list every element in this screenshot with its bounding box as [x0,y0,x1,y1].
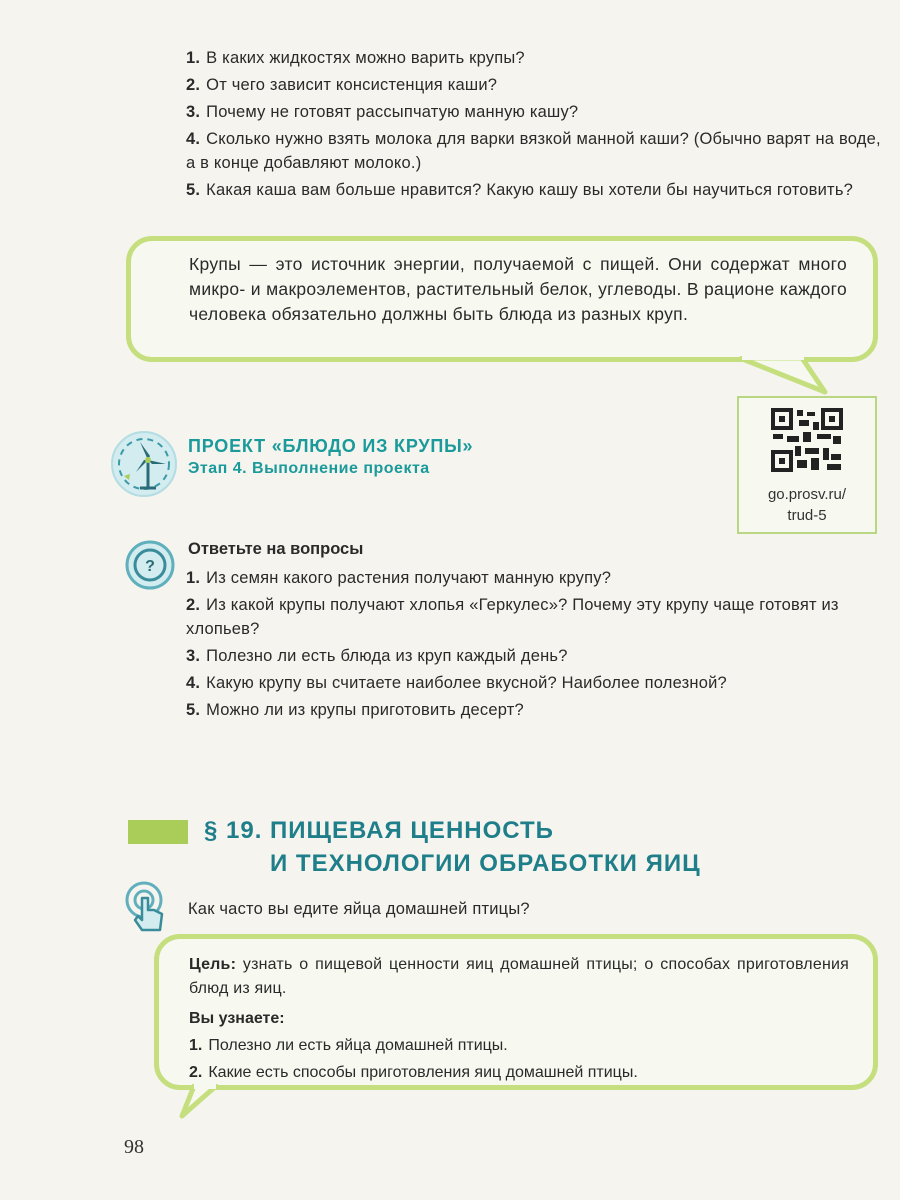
goal-bubble [154,934,878,1090]
list-item: 2. От чего зависит консистенция каши? [186,76,498,94]
list-item: 4. Сколько нужно взять молока для варки вязкой манной каши? (Обычно варят на воде, а в конце добавляют молоко.) [186,130,881,172]
goal-text: узнать о пищевой ценности яиц домашней птицы; о способах приготовления блюд из яиц. [189,956,849,997]
touch-hand-icon [124,880,172,934]
list-item: 3. Почему не готовят рассыпчатую манную кашу? [186,103,579,121]
wind-turbine-icon [110,430,178,498]
section-title-line1: § 19. ПИЩЕВАЯ ЦЕННОСТЬ [204,817,554,844]
top-questions-list [186,46,881,205]
project-stage: Этап 4. Выполнение проекта [188,460,430,477]
list-item: 5. Какая каша вам больше нравится? Какую кашу вы хотели бы научиться готовить? [186,181,853,199]
project-title: ПРОЕКТ «БЛЮДО ИЗ КРУПЫ» [188,436,474,456]
list-item: 1. Из семян какого растения получают манную крупу? [186,569,612,587]
goal-bubble-tail [176,1084,256,1120]
answer-questions-list [186,566,881,725]
qr-link-line1[interactable]: go.prosv.ru/ [767,486,847,503]
qr-code-icon[interactable] [771,408,843,472]
list-item: 3. Полезно ли есть блюда из круп каждый день? [186,647,568,665]
page-number: 98 [124,1136,144,1158]
learn-label: Вы узнаете: [189,1010,285,1027]
list-item: 4. Какую крупу вы считаете наиболее вкусной? Наиболее полезной? [186,674,727,692]
question-mark-icon [125,540,175,590]
list-item: 1. В каких жидкостях можно варить крупы? [186,49,525,67]
qr-link-line2[interactable]: trud-5 [787,507,827,524]
svg-text:?: ? [145,558,155,575]
section-marker-bar [128,820,188,844]
list-item: 2. Из какой крупы получают хлопья «Геркулес»? Почему эту крупу чаще готовят из хлопьев? [186,596,839,638]
section-title [204,814,824,880]
qr-code-box [737,396,877,534]
info-bubble [126,236,878,362]
section-title-line2: И ТЕХНОЛОГИИ ОБРАБОТКИ ЯИЦ [270,850,701,877]
learn-item: 1. Полезно ли есть яйца домашней птицы. [189,1037,508,1054]
learn-item: 2. Какие есть способы приготовления яиц домашней птицы. [189,1064,638,1081]
answer-heading: Ответьте на вопросы [188,540,364,558]
info-bubble-tail [740,356,850,396]
goal-label: Цель: [189,956,237,973]
list-item: 5. Можно ли из крупы приготовить десерт? [186,701,524,719]
intro-question: Как часто вы едите яйца домашней птицы? [188,900,530,918]
info-bubble-text: Крупы — это источник энергии, получаемой с пищей. Они содержат много микро- и макроэлементов, растительный белок, углеводы. В рационе каждого человека обязательно должны быть блюда из разных круп. [189,254,847,324]
goal-line [189,953,849,1001]
